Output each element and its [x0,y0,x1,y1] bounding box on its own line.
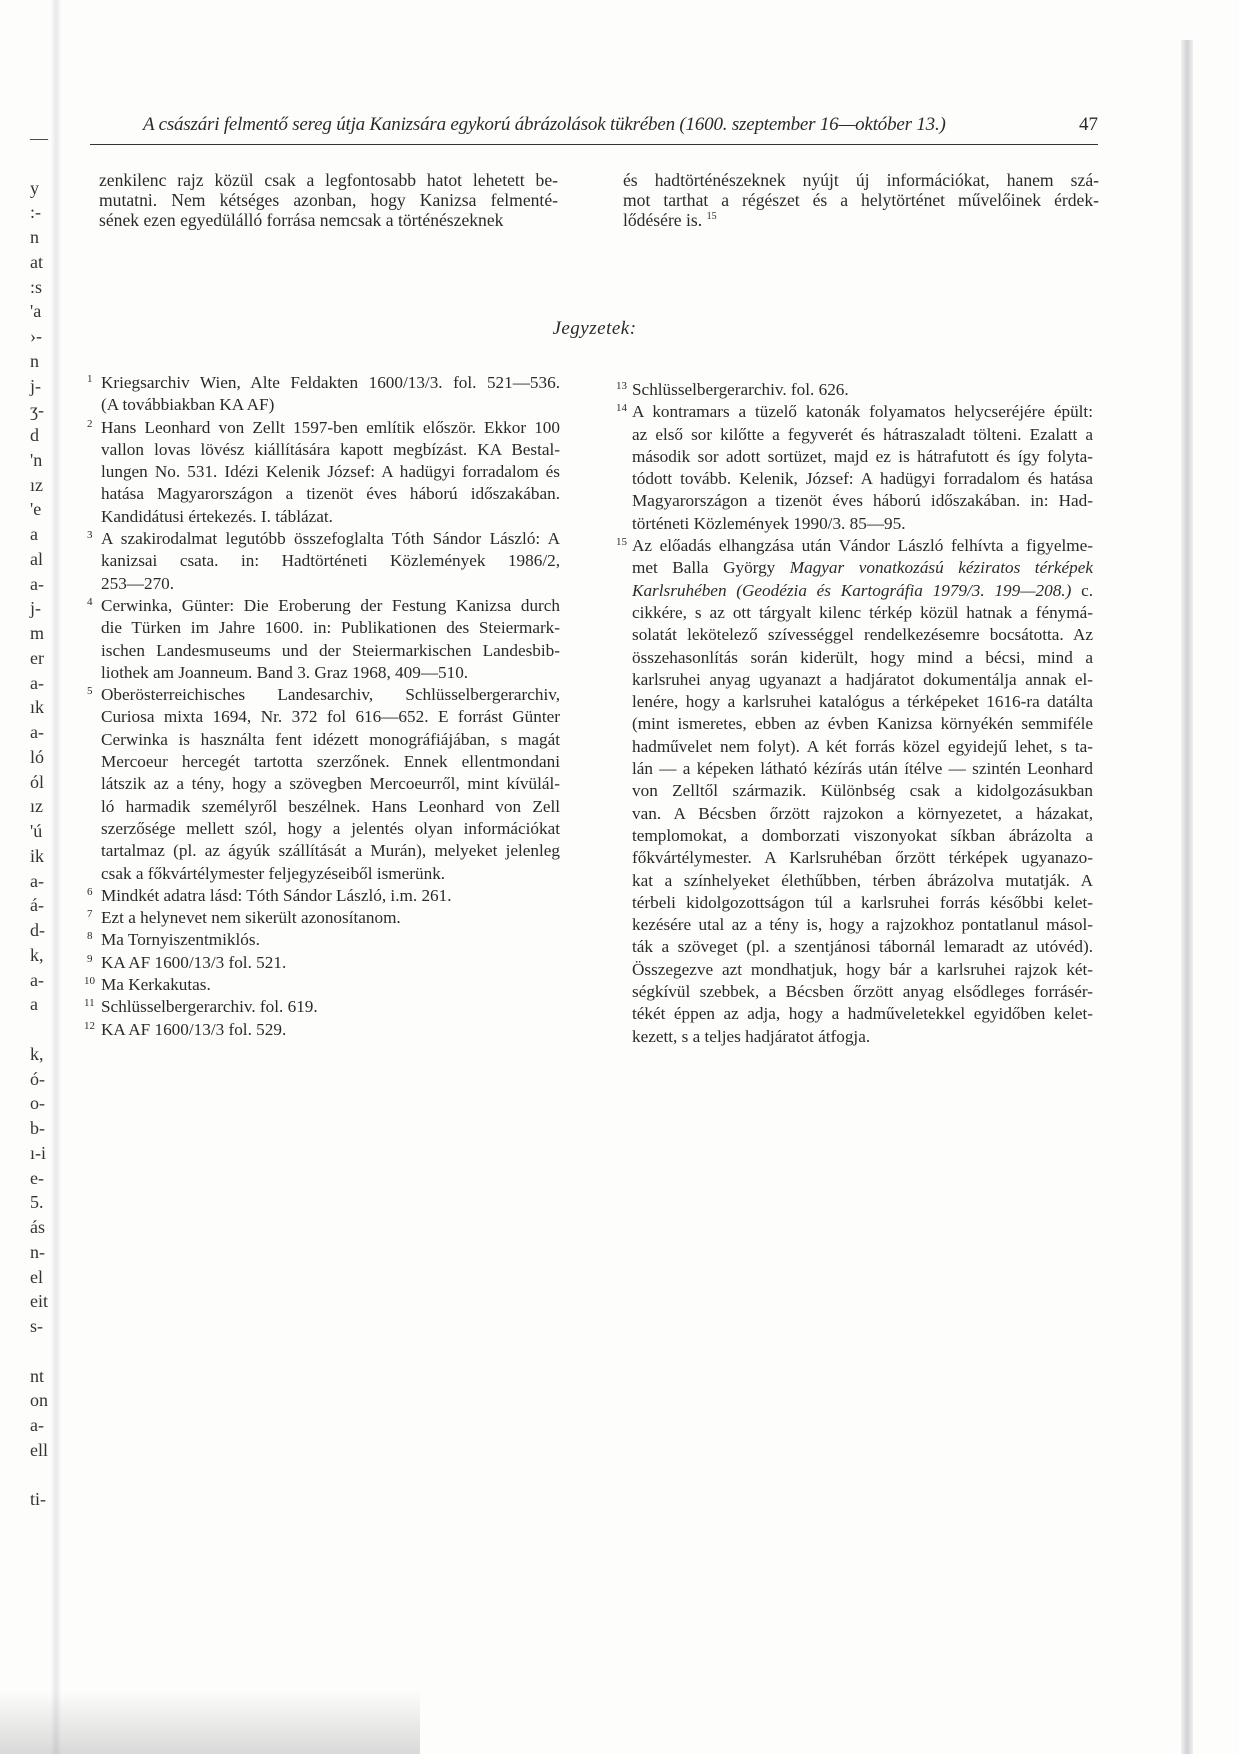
footnote-line: történeti Közlemények 1990/3. 85—95. [632,513,906,533]
footnote [616,379,1093,401]
footnote [87,929,560,951]
body-line-text: zenkilenc rajz közül csak a legfontosabb hatot lehetett be- [99,170,558,190]
footnote-line: látszik az a tény, hogy a szövegben Mercoeurről, mint kívülál- [101,774,560,794]
margin-fragment: ell [30,1439,48,1460]
footnote-ref: 15 [706,211,717,223]
margin-fragment: :- [30,202,41,223]
notes-heading: Jegyzetek: [552,318,637,339]
margin-fragment: j- [30,598,41,619]
footnote [87,417,560,528]
body-line-text: mot tarthat a régészet és a helytörténet művelőinek érdek- [623,190,1099,210]
footnote-line: hadművelet nem folyt). A két forrás közel egyidejű lehet, s ta- [632,736,1093,756]
footnote-line: cikkére, s az ott tárgyalt kilenc térkép közül hatnak a fénymá- [632,602,1093,622]
body-line [99,210,558,230]
footnote-line: von Zelltől származik. Különbség csak a kidolgozásukban [632,781,1093,801]
margin-fragment: ás [30,1217,45,1237]
margin-fragment: a- [30,672,44,693]
margin-fragment: e- [30,1167,44,1188]
footnote-line: Schlüsselbergerarchiv. fol. 619. [101,997,318,1017]
footnote-number: 9 [87,952,93,965]
margin-fragment: 'e [30,499,42,520]
footnote-number: 6 [87,885,93,898]
footnote-number: 12 [84,1019,95,1032]
footnote-line: ták a szöveget (pl. a szentjánosi tábornál lemaradt az utóvéd). [632,937,1093,957]
margin-fragment: a- [30,969,44,990]
footnote [87,372,560,417]
footnote [87,528,560,595]
margin-fragment: n [30,350,39,371]
margin-fragment: nt [30,1365,45,1386]
footnote-line: tódott tovább. Kelenik, József: A hadügyi forradalom és hatása [632,469,1093,489]
body-line [623,210,1099,230]
margin-fragment: ó- [30,1068,45,1089]
margin-fragment: á- [30,895,44,916]
footnote-number: 5 [87,685,93,698]
footnote-number: 11 [84,997,95,1010]
page-number: 47 [1079,114,1098,135]
page-edge-shadow-left [50,0,62,1754]
footnote-line: Összegezve azt mondhatjuk, hogy bár a karlsruhei rajzok két- [632,959,1093,979]
page-edge-shadow-right [1181,40,1193,1754]
footnote-line: templomokat, a domborzati viszonyokat síkban ábrázolta a [632,825,1093,845]
footnote-line: szerzősége mellett szól, hogy a jelentés olyan információkat [101,818,560,838]
footnote-number: 15 [616,536,627,549]
margin-fragment: ık [30,697,45,718]
footnote-number: 4 [87,595,93,608]
footnote-line: kezett, s a teljes hadjáratot átfogja. [632,1026,871,1046]
footnote-line: Mercoeur hercegét tartotta szerzőnek. Ennek ellentmondani [101,752,560,772]
footnote-number: 10 [84,975,95,988]
margin-fragment: a- [30,573,44,594]
footnote [87,684,560,885]
body-line-text: és hadtörténészeknek nyújt új információkat, hanem szá- [623,170,1099,190]
footnote-line: lenére, hogy a karlsruhei katalógus a térképeket 1616-ra datálta [632,692,1093,712]
margin-fragment: k, [30,1043,44,1064]
footnote-line: lungen No. 531. Idézi Kelenik József: A hadügyi forradalom és [101,462,560,482]
footnote-line: (mint ismeretes, ebben az évben Kanizsa környékén semmiféle [632,714,1093,734]
body-line-text: lődésére is. [623,210,703,230]
footnote-number: 14 [616,402,627,415]
footnote-line: Az előadás elhangzása után Vándor László felhívta a figyelme- [632,536,1093,556]
header-rule [90,144,1098,145]
footnote-line: ischen Landesmuseums und der Steiermarkischen Landesbib- [101,640,560,660]
footnote-line: főkvártélymester. A Karlsruhéban őrzött térképek ugyanazo- [632,848,1093,868]
footnote [84,1019,560,1041]
footnote-line: Kandidátusi értekezés. I. táblázat. [101,506,333,526]
footnote-line: Ezt a helynevet nem sikerült azonosítanom. [101,908,401,928]
footnote-line [632,580,1093,602]
footnote-line: vallon lovas lövész kiállítására kapott megbízást. KA Bestal- [101,439,560,459]
margin-fragment: d [30,425,39,445]
margin-fragment: s- [30,1316,43,1336]
footnote-text: c. [1071,580,1093,600]
margin-fragment: 5. [30,1192,44,1213]
margin-fragment: a [30,994,38,1015]
footnote-line: tékét éppen az adja, hogy a hadműveletekkel egyidőben kelet- [632,1004,1093,1024]
footnote [87,885,560,907]
footnote-line: Hans Leonhard von Zellt 1597-ben említik először. Ekkor 100 [101,417,560,437]
footnote-line: Kriegsarchiv Wien, Alte Feldakten 1600/13/3. fol. 521—536. [101,373,560,392]
margin-fragment: ›- [30,326,42,346]
footnote-number: 3 [87,529,93,542]
margin-fragment: 'a [30,301,42,322]
margin-fragment: k, [30,944,44,965]
footnote [87,907,560,929]
footnote-line: térbeli kidolgozottságon túl a karlsruhei forrás későbbi kelet- [632,892,1093,912]
footnote-number: 7 [87,908,93,921]
footnote-line: ló harmadik személyről beszélnek. Hans Leonhard von Zell [101,796,560,816]
footnote-number: 2 [87,417,93,430]
footnote-line: (A továbbiakban KA AF) [101,395,275,415]
footnote [84,974,560,996]
margin-fragment: m [30,623,45,643]
footnote [87,952,560,974]
margin-fragment: d- [30,920,45,940]
footnote-line: liothek am Joanneum. Band 3. Graz 1968, 409—510. [101,662,469,682]
footnote-line: Ma Tornyiszentmiklós. [101,930,260,950]
footnote-line: KA AF 1600/13/3 fol. 529. [101,1019,287,1039]
footnote-line: Mindkét adatra lásd: Tóth Sándor László, i.m. 261. [101,885,452,905]
footnote-line: kanizsai csata. in: Hadtörténeti Közlemények 1986/2, [101,551,560,571]
margin-fragment: er [30,647,44,668]
italic-title: Karlsruhében (Geodézia és Kartográfia 1979/3. 199—208.) [632,580,1072,600]
footnote-line: A kontramars a tüzelő katonák folyamatos helycseréjére épült: [632,402,1093,422]
footnote-line: Schlüsselbergerarchiv. fol. 626. [632,380,849,399]
margin-fragment: j- [30,375,41,396]
margin-fragment: :s [30,276,43,297]
body-line [99,190,558,210]
footnote-line: solatát lekötelező szívességgel rendelkezésemre bocsátotta. Az [632,625,1093,645]
margin-fragment: al [30,548,43,569]
footnote-line: kezésére utal az a tény is, hogy a rajzokhoz pontatlanul másol- [632,915,1093,935]
margin-fragment: 'ú [30,821,43,841]
footnote-number: 8 [87,930,93,943]
margin-fragment: o- [30,1093,45,1114]
footnote-line: második sor adott sortüzet, majd ez is hátrafutott és így folyta- [632,446,1093,466]
margin-fragment: 'n [30,449,43,470]
margin-fragment: ʒ- [30,400,44,421]
footnote-line: karlsruhei anyag ugyanazt a hadjáratot dokumentálja annak el- [632,669,1093,689]
footnote-line: lán — a képeken látható kézírás után ítélve — szintén Leonhard [632,759,1093,779]
margin-fragment: ı-i [30,1142,46,1163]
body-line [99,170,558,190]
footnote-line: tartalmaz (pl. az ágyúk szállítását a Murán), melyeket jelenleg [101,841,560,861]
footnote-line: hatása Magyarországon a tizenöt éves háború időszakában. [101,484,560,504]
footnote [616,535,1093,1048]
italic-title: Magyar vonatkozású kéziratos térképek [789,558,1093,578]
notes-right-column [616,379,1093,1048]
footnote [84,996,560,1018]
footnote-line: 253—270. [101,573,175,593]
footnote-line: az első sor kilőtte a fegyverét és hátraszaladt tölteni. Ezalatt a [632,424,1093,444]
footnote-line: Magyarországon a tizenöt éves háború időszakában. in: Had- [632,491,1093,511]
margin-fragment: ız [30,796,43,817]
footnote-line: Oberösterreichisches Landesarchiv, Schlüsselbergerarchiv, [101,685,560,705]
running-header [143,114,1098,138]
body-text-left-column [99,170,558,230]
body-line [623,170,1099,190]
footnote-line: ségkívül szebbek, a Bécsben őrzött anyag elsődleges forrásér- [632,982,1093,1002]
footnote-line: A szakirodalmat legutóbb összefoglalta Tóth Sándor László: A [101,529,560,549]
margin-fragment: a- [30,722,44,742]
margin-fragment: — [30,128,48,148]
margin-fragment: ız [30,474,43,495]
footnote-line: die Türken im Jahre 1600. in: Publikationen des Steiermark- [101,618,560,638]
margin-fragment: ól [30,771,45,792]
margin-fragment: b- [30,1118,45,1138]
body-line [623,190,1099,210]
running-title: A császári felmentő sereg útja Kanizsára egykorú ábrázolások tükrében (1600. szeptember 16—október 13.) [143,114,946,135]
margin-fragment: el [30,1266,43,1287]
footnote-line: Ma Kerkakutas. [101,975,211,995]
body-text-right-column [623,170,1099,230]
margin-fragment: ti- [30,1489,46,1510]
footnote-number: 13 [616,380,627,392]
footnote-text: met Balla György [632,558,790,578]
footnote-line: Curiosa mixta 1694, Nr. 372 fol 616—652. E forrást Günter [101,707,560,727]
footnote-line [632,557,1093,579]
margin-fragment: y [30,177,39,198]
footnote [616,401,1093,535]
body-line-text: mutatni. Nem kétséges azonban, hogy Kanizsa felmenté- [99,190,558,210]
margin-fragment: eit [30,1291,48,1312]
margin-fragment: a- [30,1415,44,1435]
margin-fragment: ló [30,746,45,767]
margin-fragment: ik [30,845,45,866]
footnote-line: Cerwinka, Günter: Die Eroberung der Festung Kanizsa durch [101,595,560,615]
margin-fragment: on [30,1390,48,1411]
margin-fragment: n [30,227,39,247]
footnote-line: csak a főkvártélymester feljegyzéseiből ismerünk. [101,863,446,883]
footnote [87,595,560,684]
margin-fragment: a [30,524,38,544]
body-line-text: sének ezen egyedülálló forrása nemcsak a történészeknek [99,210,504,230]
margin-fragment: a- [30,870,44,891]
notes-left-column [84,372,560,1041]
footnote-line: kat a színhelyeket élethűbben, térben ábrázolva mutatják. A [632,870,1093,890]
footnote-number: 1 [87,373,93,385]
margin-fragment: at [30,251,43,272]
footnote-line: van. A Bécsben őrzött rajzokon a környezetet, a házakat, [632,803,1093,823]
footnote-line: összehasonlítás során kiderült, hogy mind a bécsi, mind a [632,647,1093,667]
margin-fragment: n- [30,1241,45,1262]
footnote-line: KA AF 1600/13/3 fol. 521. [101,952,287,972]
footnote-line: Cerwinka is használta fent idézett monográfiájában, s magát [101,729,560,749]
scan-shadow-bottom [0,1690,420,1754]
